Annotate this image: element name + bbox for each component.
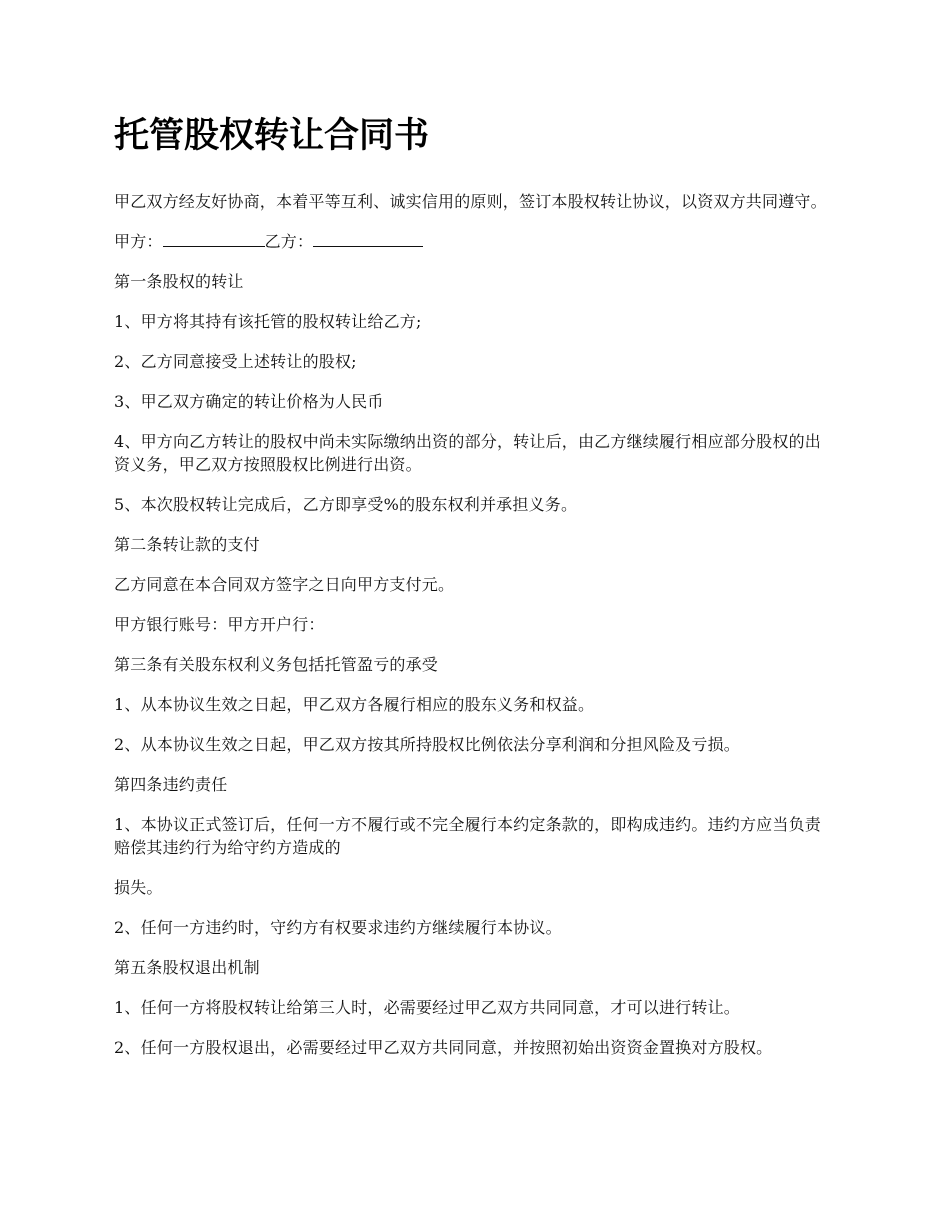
party-a-blank [163, 231, 265, 247]
section-heading: 第二条转让款的支付 [114, 535, 260, 554]
section-heading: 第五条股权退出机制 [114, 958, 260, 977]
clause-paragraph: 2、任何一方违约时，守约方有权要求违约方继续履行本协议。 [114, 918, 562, 937]
clause-paragraph: 5、本次股权转让完成后，乙方即享受%的股东权利并承担义务。 [114, 495, 578, 514]
clause-paragraph: 甲方银行账号：甲方开户行： [114, 615, 325, 634]
party-a-label: 甲方： [114, 232, 163, 251]
document-page [114, 108, 836, 1076]
section-heading: 第一条股权的转让 [114, 272, 244, 291]
section-heading: 第四条违约责任 [114, 775, 228, 794]
clause-paragraph: 1、甲方将其持有该托管的股权转让给乙方; [114, 312, 422, 331]
document-title: 托管股权转让合同书 [114, 116, 430, 156]
parties-line [114, 230, 836, 253]
clause-paragraph: 2、任何一方股权退出，必需要经过甲乙双方共同同意，并按照初始出资资金置换对方股权。 [114, 1038, 773, 1057]
party-b-label: 乙方： [264, 232, 314, 251]
clause-paragraph: 损失。 [114, 878, 163, 897]
clause-paragraph: 3、甲乙双方确定的转让价格为人民币 [114, 392, 384, 411]
clause-paragraph: 4、甲方向乙方转让的股权中尚未实际缴纳出资的部分，转让后，由乙方继续履行相应部分股权的出资义务，甲乙双方按照股权比例进行出资。 [114, 432, 821, 474]
clause-paragraph: 乙方同意在本合同双方签字之日向甲方支付元。 [114, 575, 455, 594]
section-heading: 第三条有关股东权利义务包括托管盈亏的承受 [114, 655, 439, 674]
clause-paragraph: 2、乙方同意接受上述转让的股权; [114, 352, 357, 371]
clause-paragraph: 1、任何一方将股权转让给第三人时，必需要经过甲乙双方共同同意，才可以进行转让。 [114, 998, 740, 1017]
clause-paragraph: 1、本协议正式签订后，任何一方不履行或不完全履行本约定条款的，即构成违约。违约方应当负责赔偿其违约行为给守约方造成的 [114, 815, 821, 857]
clause-paragraph: 1、从本协议生效之日起，甲乙双方各履行相应的股东义务和权益。 [114, 695, 595, 714]
party-b-blank [313, 231, 423, 247]
intro-paragraph: 甲乙双方经友好协商，本着平等互利、诚实信用的原则，签订本股权转让协议，以资双方共同遵守。 [114, 192, 827, 211]
clause-paragraph: 2、从本协议生效之日起，甲乙双方按其所持股权比例依法分享利润和分担风险及亏损。 [114, 735, 740, 754]
